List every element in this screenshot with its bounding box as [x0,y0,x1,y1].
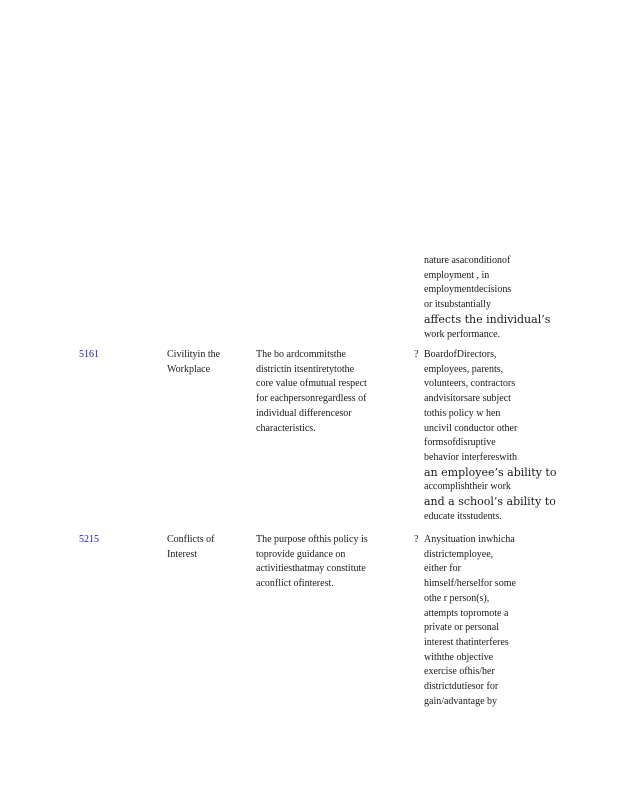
purpose-line: aconflict ofinterest. [256,578,334,590]
policy-purpose [256,348,367,436]
definition-line: BoardofDirectors, [424,349,497,360]
purpose-line: individual differencesor [256,407,352,419]
definition-line: interest thatinterferes [424,636,509,648]
definition-line: private or personal [424,622,499,634]
definition-line: himself/herselfor some [424,578,516,590]
policy-number: 5215 [79,534,99,545]
purpose-line: activitiesthatmay constitute [256,563,366,575]
purpose-line: districtin itsentiretytothe [256,363,355,375]
definition-line: districtemployee, [424,548,494,560]
continuation-text [424,254,550,342]
definition-line: andvisitorsare subject [424,393,511,405]
purpose-line: The purpose ofthis policy is [256,534,368,545]
definition-line: gain/advantage by [424,695,498,707]
definition-line: Anysituation inwhicha [424,534,515,545]
definition-line: employees, parents, [424,363,504,375]
bullet-marker: ? [414,534,419,545]
definition-line: educate itsstudents. [424,510,502,522]
definition-line: either for [424,563,461,575]
policy-title [167,348,220,377]
definition-line: exercise ofhis/her [424,666,495,678]
title-line: Workplace [167,363,211,375]
definition-line: tothis policy w hen [424,407,501,419]
policy-number: 5161 [79,349,99,360]
title-line: Interest [167,548,197,560]
definition-line: attempts topromote a [424,607,509,619]
bullet-marker: ? [414,349,419,360]
continuation-line: nature asaconditionof [424,255,511,266]
purpose-line: characteristics. [256,422,316,434]
definition-line: behavior interfereswith [424,451,518,463]
continuation-line: employment , in [424,269,490,281]
definition-line: formsofdisruptive [424,437,496,449]
policy-definition [424,533,516,709]
policy-purpose [256,533,368,592]
continuation-line: work performance. [424,328,501,340]
continuation-line: employmentdecisions [424,284,512,296]
definition-line: an employee’s ability to [424,465,557,479]
definition-line: accomplishtheir work [424,481,511,493]
purpose-line: core value ofmutual respect [256,378,367,390]
definition-line: withthe objective [424,651,494,663]
policy-title [167,533,215,562]
policy-definition [424,348,556,524]
continuation-line: affects the individual’s [424,312,551,326]
definition-line: volunteers, contractors [424,378,516,390]
definition-line: othe r person(s), [424,592,490,604]
definition-line: districtdutiesor for [424,681,499,693]
purpose-line: for eachpersonregardless of [256,393,367,405]
definition-line: and a school’s ability to [424,495,556,509]
continuation-line: or itsubstantially [424,299,491,311]
title-line: Civilityin the [167,349,221,360]
title-line: Conflicts of [167,534,215,545]
definition-line: uncivil conductor other [424,422,518,434]
purpose-line: toprovide guidance on [256,548,346,560]
purpose-line: The bo ardcommitsthe [256,349,346,360]
